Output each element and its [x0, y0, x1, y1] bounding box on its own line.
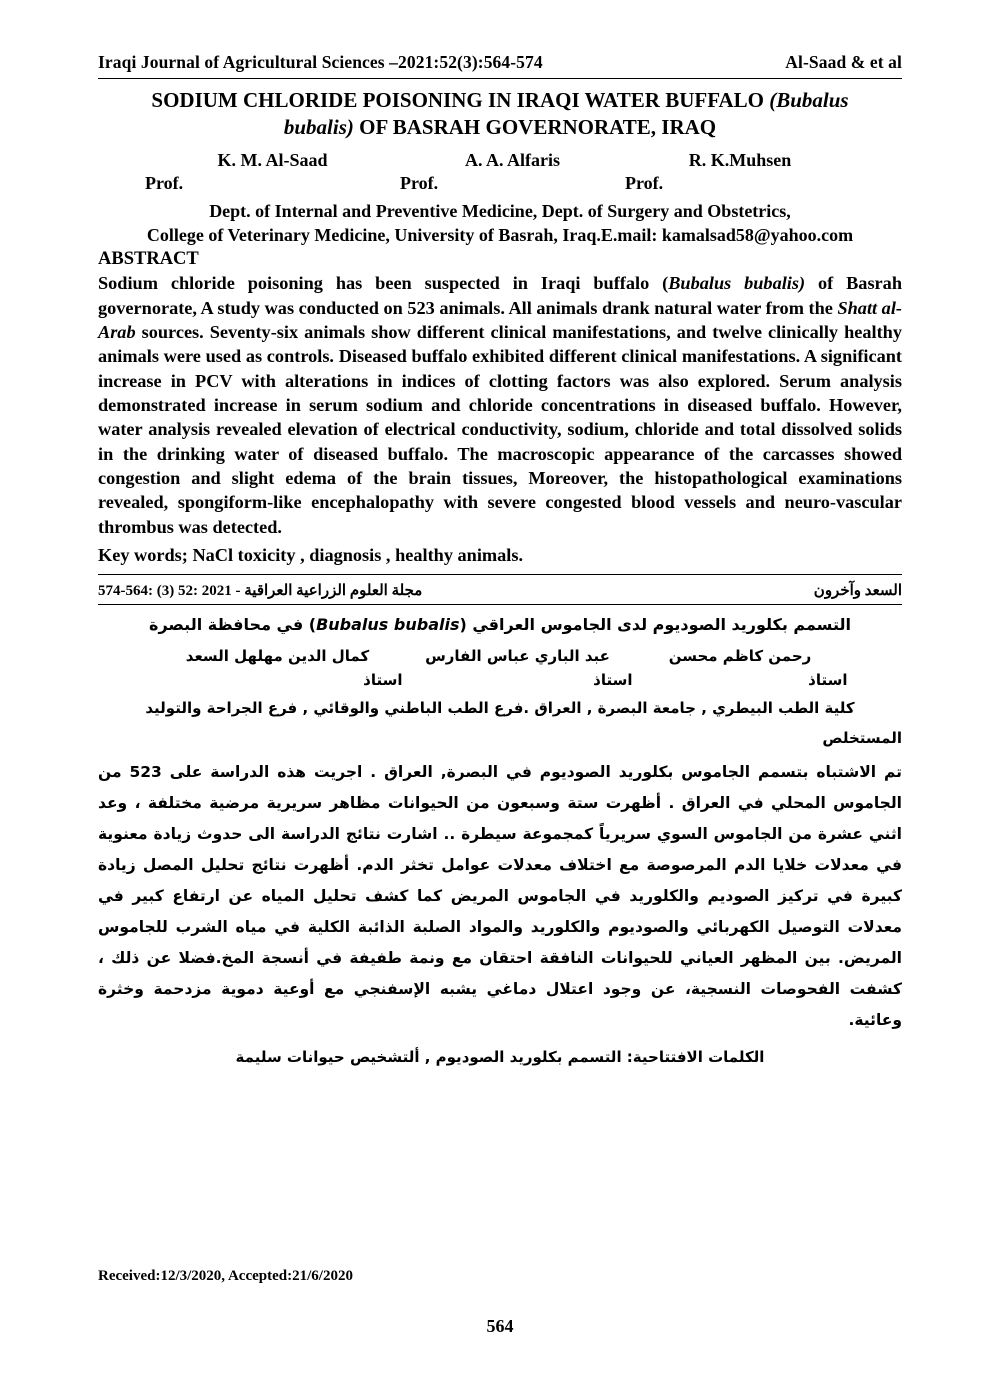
arabic-author-name: كمال الدين مهلهل السعد [185, 647, 370, 666]
author-rank: Prof. [145, 172, 184, 193]
abstract-italic-species: Bubalus bubalis) [668, 273, 806, 294]
arabic-author-rank-list [98, 671, 902, 689]
author-rank: Prof. [400, 172, 439, 193]
arabic-running-head-left: السعد وآخرون [813, 582, 902, 599]
arabic-header-divider [98, 604, 902, 605]
running-head-left: Iraqi Journal of Agricultural Sciences –2021:52(3):564-574 [98, 52, 543, 72]
arabic-author-name: عبد الباري عباس الفارس [425, 647, 610, 666]
keywords-en: Key words; NaCl toxicity , diagnosis , healthy animals. [98, 544, 524, 565]
arabic-title-part-2: ) في محافظة البصرة [149, 614, 317, 634]
title-line2-italic: bubalis) [283, 114, 354, 139]
arabic-title-part-1: التسمم بكلوريد الصوديوم لدى الجاموس العراقي ( [459, 614, 851, 634]
arabic-author-name: رحمن كاظم محسن [668, 647, 812, 666]
author-name: K. M. Al-Saad [217, 149, 328, 170]
abstract-part-3: sources. Seventy-six animals show different clinical manifestations, and twelve clinically healthy animals were used as controls. Diseased buffalo exhibited different clinical manifestations. A significant increase in PCV with alterations in indices of clotting factors was also explored. Serum analysis demonstrated increase in serum sodium and chloride concentrations in diseased buffalo. However, water analysis revealed elevation of electrical conductivity, sodium, chloride and total dissolved solids in the drinking water of diseased buffalo. The macroscopic appearance of the carcasses showed congestion and slight edema of the brain tissues, Moreover, the histopathological examinations revealed, spongiform-like encephalopathy with severe congested blood vessels and neuro-vascular thrombus was detected. [98, 322, 902, 537]
arabic-abstract-heading: المستخلص [822, 729, 902, 748]
author-list [98, 150, 902, 171]
abstract-text [98, 271, 902, 539]
arabic-title-italic-species: Bubalus bubalis [316, 614, 460, 634]
page-number: 564 [486, 1316, 514, 1336]
arabic-author-rank: استاذ [593, 671, 633, 690]
arabic-abstract-text: تم الاشتباه بتسمم الجاموس بكلوريد الصوديوم في البصرة, العراق . اجريت هذه الدراسة على 523 من الجاموس المحلي في العراق . أظهرت ستة وسبعون من الحيوانات مظاهر سريرية مرضية مختلفة ، وعد اثني عشرة من الجاموس السوي سريرياً كمجموعة سيطرة .. اشارت نتائج الدراسة الى حدوث زيادة معنوية في معدلات خلايا الدم المرصوصة مع اختلاف معدلات عوامل تخثر الدم. أظهرت نتائج تحليل المصل زيادة كبيرة في تركيز الصوديم والكلوريد في الجاموس المريض كما كشف تحليل المياه عن ارتفاع كبير في معدلات التوصيل الكهربائي والصوديوم والكلوريد والمواد الصلبة الذائبة الكلية في مياه الشرب للجاموس المريض. بين المظهر العياني للحيوانات النافقة احتقان مع ونمة طفيفة في أنسجة المخ.فضلا عن ذلك ، كشفت الفحوصات النسجية، عن وجود اعتلال دماغي يشبه الإسفنجي مع أوعية دموية مزدحمة وخثرة وعائية. [98, 763, 902, 1030]
affiliation-line-1: Dept. of Internal and Preventive Medicine, Dept. of Surgery and Obstetrics, [209, 200, 791, 221]
affiliation [98, 199, 902, 248]
affiliation-line-2: College of Veterinary Medicine, University of Basrah, Iraq.E.mail: kamalsad58@yahoo.com [146, 225, 854, 246]
author-name: A. A. Alfaris [464, 149, 560, 170]
arabic-running-head-right: مجلة العلوم الزراعية العراقية - 2021 :52 (3) :564-574 [98, 582, 423, 599]
arabic-affiliation: كلية الطب البيطري , جامعة البصرة , العراق .فرع الطب الباطني والوقائي , فرع الجراحة والتوليد [145, 699, 855, 718]
arabic-title [98, 614, 902, 636]
running-head [98, 52, 902, 73]
arabic-author-rank: استاذ [808, 671, 848, 690]
arabic-author-rank: استاذ [363, 671, 403, 690]
abstract-part-1: Sodium chloride poisoning has been suspected in Iraqi buffalo ( [98, 273, 669, 294]
title-line1-text: SODIUM CHLORIDE POISONING IN IRAQI WATER BUFFALO [151, 88, 770, 112]
title-line1-italic: (Bubalus [769, 88, 849, 112]
page-content [98, 52, 902, 1066]
author-rank-list [98, 173, 902, 194]
section-divider [98, 574, 902, 575]
running-head-right: Al-Saad & et al [785, 52, 902, 72]
abstract-italic-river: Shatt al-Arab [98, 297, 902, 342]
abstract-part-2: of Basrah governorate, A study was conducted on 523 animals. All animals drank natural water from the [98, 273, 902, 318]
arabic-keywords: الكلمات الافتتاحية: التسمم بكلوريد الصوديوم , ألتشخيص حيوانات سليمة [235, 1048, 765, 1067]
author-rank: Prof. [625, 172, 664, 193]
paper-title [98, 87, 902, 141]
arabic-author-list [98, 647, 902, 665]
header-divider [98, 78, 902, 79]
title-line2-text: OF BASRAH GOVERNORATE, IRAQ [353, 114, 717, 139]
arabic-running-head [98, 581, 902, 600]
author-name: R. K.Muhsen [688, 149, 792, 170]
abstract-heading: ABSTRACT [98, 249, 199, 270]
received-accepted-note: Received:12/3/2020, Accepted:21/6/2020 [98, 1268, 353, 1284]
